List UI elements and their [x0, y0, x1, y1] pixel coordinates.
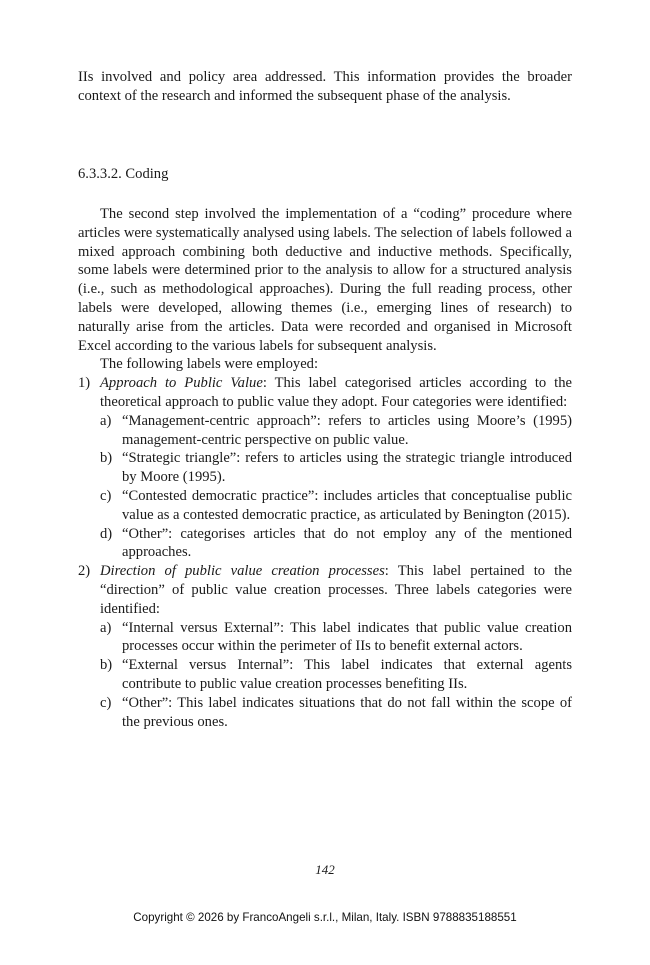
labels-list: [78, 374, 572, 731]
sublist-letter: c): [100, 487, 112, 504]
sublist-letter: d): [100, 525, 113, 542]
sublist-item: [100, 619, 572, 657]
sublist-text: “Other”: This label indicates situations that do not fall within the scope of the previous ones.: [122, 694, 572, 730]
list-item: [78, 374, 572, 562]
sublist-item: [100, 525, 572, 563]
intro-paragraph: IIs involved and policy area addressed. This information provides the broader context of the research and informed the subsequent phase of the analysis.: [78, 69, 572, 104]
section-body: [78, 205, 572, 731]
sublist-item: [100, 487, 572, 525]
section-heading: 6.3.3.2. Coding: [78, 166, 169, 182]
list-number: 1): [78, 375, 91, 392]
labels-intro: The following labels were employed:: [100, 356, 319, 373]
sublist-item: [100, 656, 572, 694]
sublist-text: “Contested democratic practice”: includes articles that conceptualise public value as a contested democratic practice, as articulated by Benington (2015).: [122, 487, 572, 523]
sublist-letter: c): [100, 694, 112, 711]
sublist-letter: a): [100, 619, 112, 636]
sublist-text: “Management-centric approach”: refers to articles using Moore’s (1995) management-centric perspective on public value.: [122, 412, 572, 448]
sublist-text: “Internal versus External”: This label indicates that public value creation processes occur within the perimeter of IIs to benefit external actors.: [122, 619, 572, 655]
label-description: : This label pertained to the “direction” of public value creation processes. Three labels categories were identified:: [100, 563, 573, 617]
label-description: : This label categorised articles according to the theoretical approach to public value they adopt. Four categories were identified:: [100, 375, 573, 410]
sublist-letter: b): [100, 657, 113, 674]
sublist-item: [100, 694, 572, 732]
sublist-item: [100, 412, 572, 450]
sublist-text: “Other”: categorises articles that do not employ any of the mentioned approaches.: [122, 525, 572, 561]
sublist-letter: a): [100, 412, 112, 429]
sublist-text: “Strategic triangle”: refers to articles using the strategic triangle introduced by Moore (1995).: [122, 450, 572, 486]
sublist-text: “External versus Internal”: This label indicates that external agents contribute to public value creation processes benefiting IIs.: [122, 657, 572, 692]
sublist: [100, 412, 572, 562]
sublist-item: [100, 449, 572, 487]
label-title: Direction of public value creation processes: [100, 563, 385, 580]
list-item: [78, 562, 572, 731]
page-number: 142: [315, 862, 335, 877]
sublist-letter: b): [100, 450, 113, 467]
sublist: [100, 619, 572, 732]
copyright-notice: Copyright © 2026 by FrancoAngeli s.r.l., Milan, Italy. ISBN 9788835188551: [133, 911, 517, 924]
list-number: 2): [78, 563, 91, 580]
label-title: Approach to Public Value: [100, 375, 263, 392]
body-paragraph: The second step involved the implementation of a “coding” procedure where articles were systematically analysed using labels. The selection of labels followed a mixed approach combining both deductive and inductive methods. Specifically, some labels were determined prior to the analysis to allow for a structured analysis (i.e., such as methodological approaches). During the full reading process, other labels were developed, allowing themes (i.e., emerging lines of research) to naturally arise from the articles. Data were recorded and organised in Microsoft Excel according to the various labels for subsequent analysis.: [78, 206, 572, 354]
